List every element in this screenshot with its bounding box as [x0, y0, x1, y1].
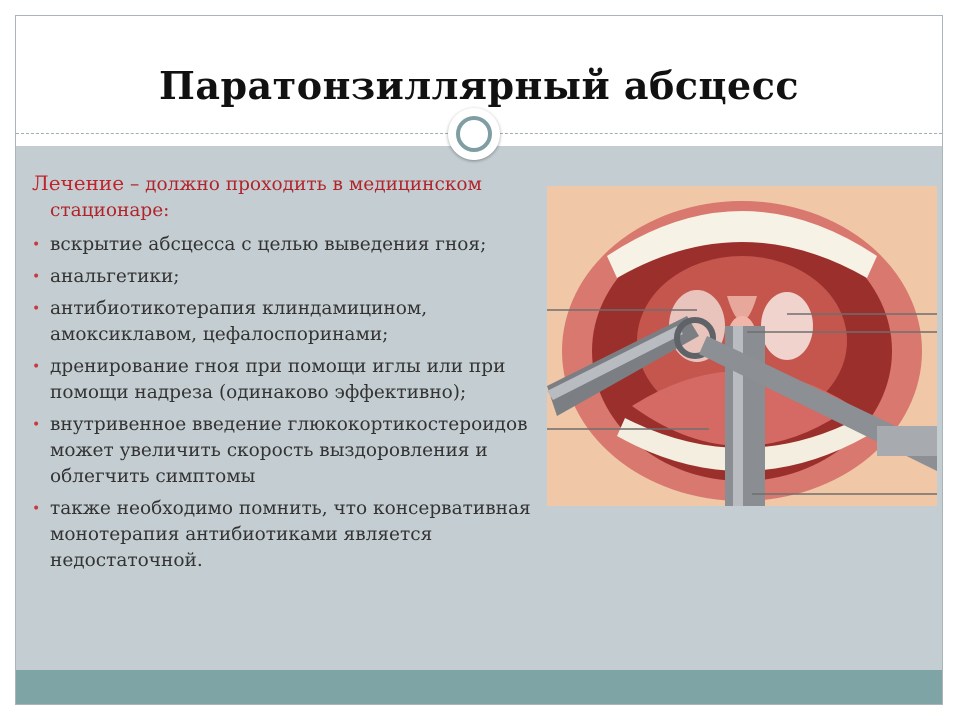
text-block	[32, 170, 562, 580]
illustration-svg	[547, 186, 937, 506]
lead-paragraph	[32, 170, 562, 224]
right-instrument-grip	[877, 426, 937, 456]
footer-band	[16, 670, 942, 704]
list-item: • также необходимо помнить, что консервативная монотерапия антибиотиками является недостаточной.	[32, 498, 531, 571]
bullet-icon: •	[32, 501, 41, 517]
ring-ornament-icon	[448, 108, 500, 160]
bullet-list	[32, 232, 562, 574]
bullet-icon: •	[32, 301, 41, 317]
right-tonsil	[761, 292, 813, 360]
lead-word: Лечение	[32, 171, 125, 195]
bullet-icon: •	[32, 417, 41, 433]
lead-rest: – должно проходить в медицинском	[129, 174, 482, 195]
throat-abscess-illustration	[547, 186, 937, 506]
lead-rest-2: стационаре:	[50, 200, 170, 221]
list-item: • дренирование гноя при помощи иглы или при помощи надреза (одинаково эффективно);	[32, 356, 506, 403]
bullet-icon: •	[32, 359, 41, 375]
list-item: • внутривенное введение глюкокортикостероидов может увеличить скорость выздоровления и облегчить симптомы	[32, 414, 528, 487]
bullet-icon: •	[32, 269, 41, 285]
slide-title: Паратонзиллярный абсцесс	[158, 63, 800, 108]
list-item: • вскрытие абсцесса с целью выведения гноя;	[32, 232, 562, 258]
list-item: • анальгетики;	[32, 264, 562, 290]
bullet-icon: •	[32, 237, 41, 253]
list-item: • антибиотикотерапия клиндамицином, амоксиклавом, цефалоспоринами;	[32, 298, 428, 345]
